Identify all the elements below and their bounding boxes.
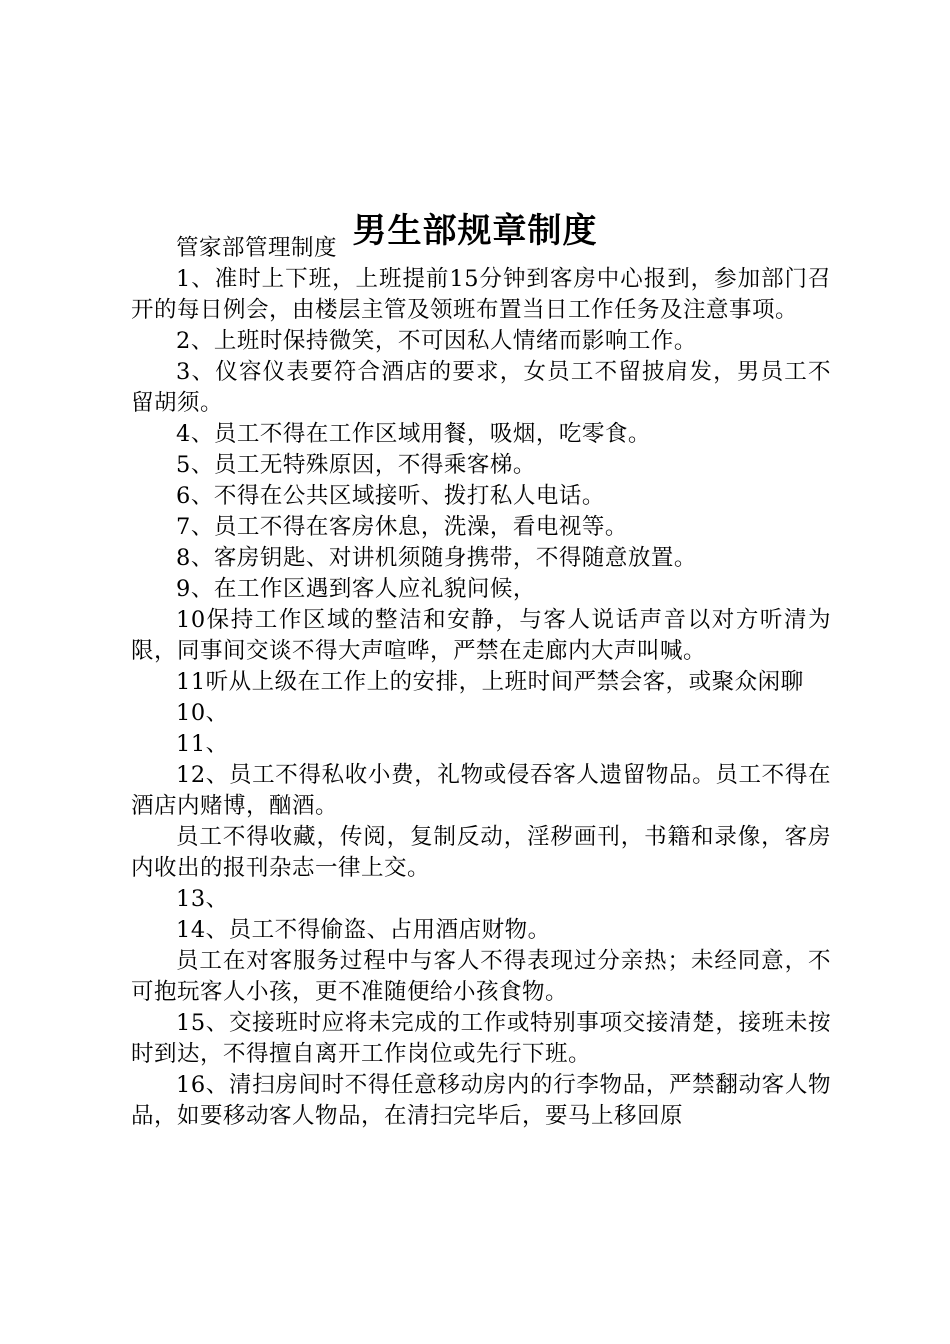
rule-number-10: 10、	[176, 700, 229, 726]
rule-15: 15、交接班时应将未完成的工作或特别事项交接清楚，接班未按时到达，不得擅自离开工作岗位或先行下班。	[131, 1010, 831, 1067]
rule-3: 3、仪容仪表要符合酒店的要求，女员工不留披肩发，男员工不留胡须。	[131, 359, 831, 416]
rule-10: 10保持工作区域的整洁和安静，与客人说话声音以对方听清为限，同事间交谈不得大声喧哗，严禁在走廊内大声叫喊。	[131, 607, 831, 664]
paragraph-heading: 管家部管理制度	[176, 235, 338, 261]
rule-number-13: 13、	[176, 886, 229, 912]
rule-11: 11听从上级在工作上的安排，上班时间严禁会客，或聚众闲聊	[176, 669, 804, 695]
rule-9: 9、在工作区遇到客人应礼貌问候，	[176, 576, 536, 602]
rule-2: 2、上班时保持微笑，不可因私人情绪而影响工作。	[176, 328, 697, 354]
rule-unnumbered-b: 员工在对客服务过程中与客人不得表现过分亲热；未经同意，不可抱玩客人小孩，更不准随便给小孩食物。	[131, 948, 831, 1005]
rule-6: 6、不得在公共区域接听、拨打私人电话。	[176, 483, 605, 509]
rule-8: 8、客房钥匙、对讲机须随身携带，不得随意放置。	[176, 545, 697, 571]
document-body	[131, 233, 831, 1132]
rule-number-11: 11、	[176, 731, 229, 757]
rule-5: 5、员工无特殊原因，不得乘客梯。	[176, 452, 536, 478]
rule-7: 7、员工不得在客房休息，洗澡，看电视等。	[176, 514, 628, 540]
rule-12: 12、员工不得私收小费，礼物或侵吞客人遗留物品。员工不得在酒店内赌博，酗酒。	[131, 762, 831, 819]
rule-16: 16、清扫房间时不得任意移动房内的行李物品，严禁翻动客人物品，如要移动客人物品，在清扫完毕后，要马上移回原	[131, 1072, 831, 1129]
rule-unnumbered-a: 员工不得收藏，传阅，复制反动，淫秽画刊，书籍和录像，客房内收出的报刊杂志一律上交。	[131, 824, 831, 881]
rule-1: 1、准时上下班，上班提前15分钟到客房中心报到，参加部门召开的每日例会，由楼层主管及领班布置当日工作任务及注意事项。	[131, 266, 831, 323]
rule-14: 14、员工不得偷盗、占用酒店财物。	[176, 917, 551, 943]
rule-4: 4、员工不得在工作区域用餐，吸烟，吃零食。	[176, 421, 651, 447]
document-title: 男生部规章制度	[352, 210, 598, 251]
